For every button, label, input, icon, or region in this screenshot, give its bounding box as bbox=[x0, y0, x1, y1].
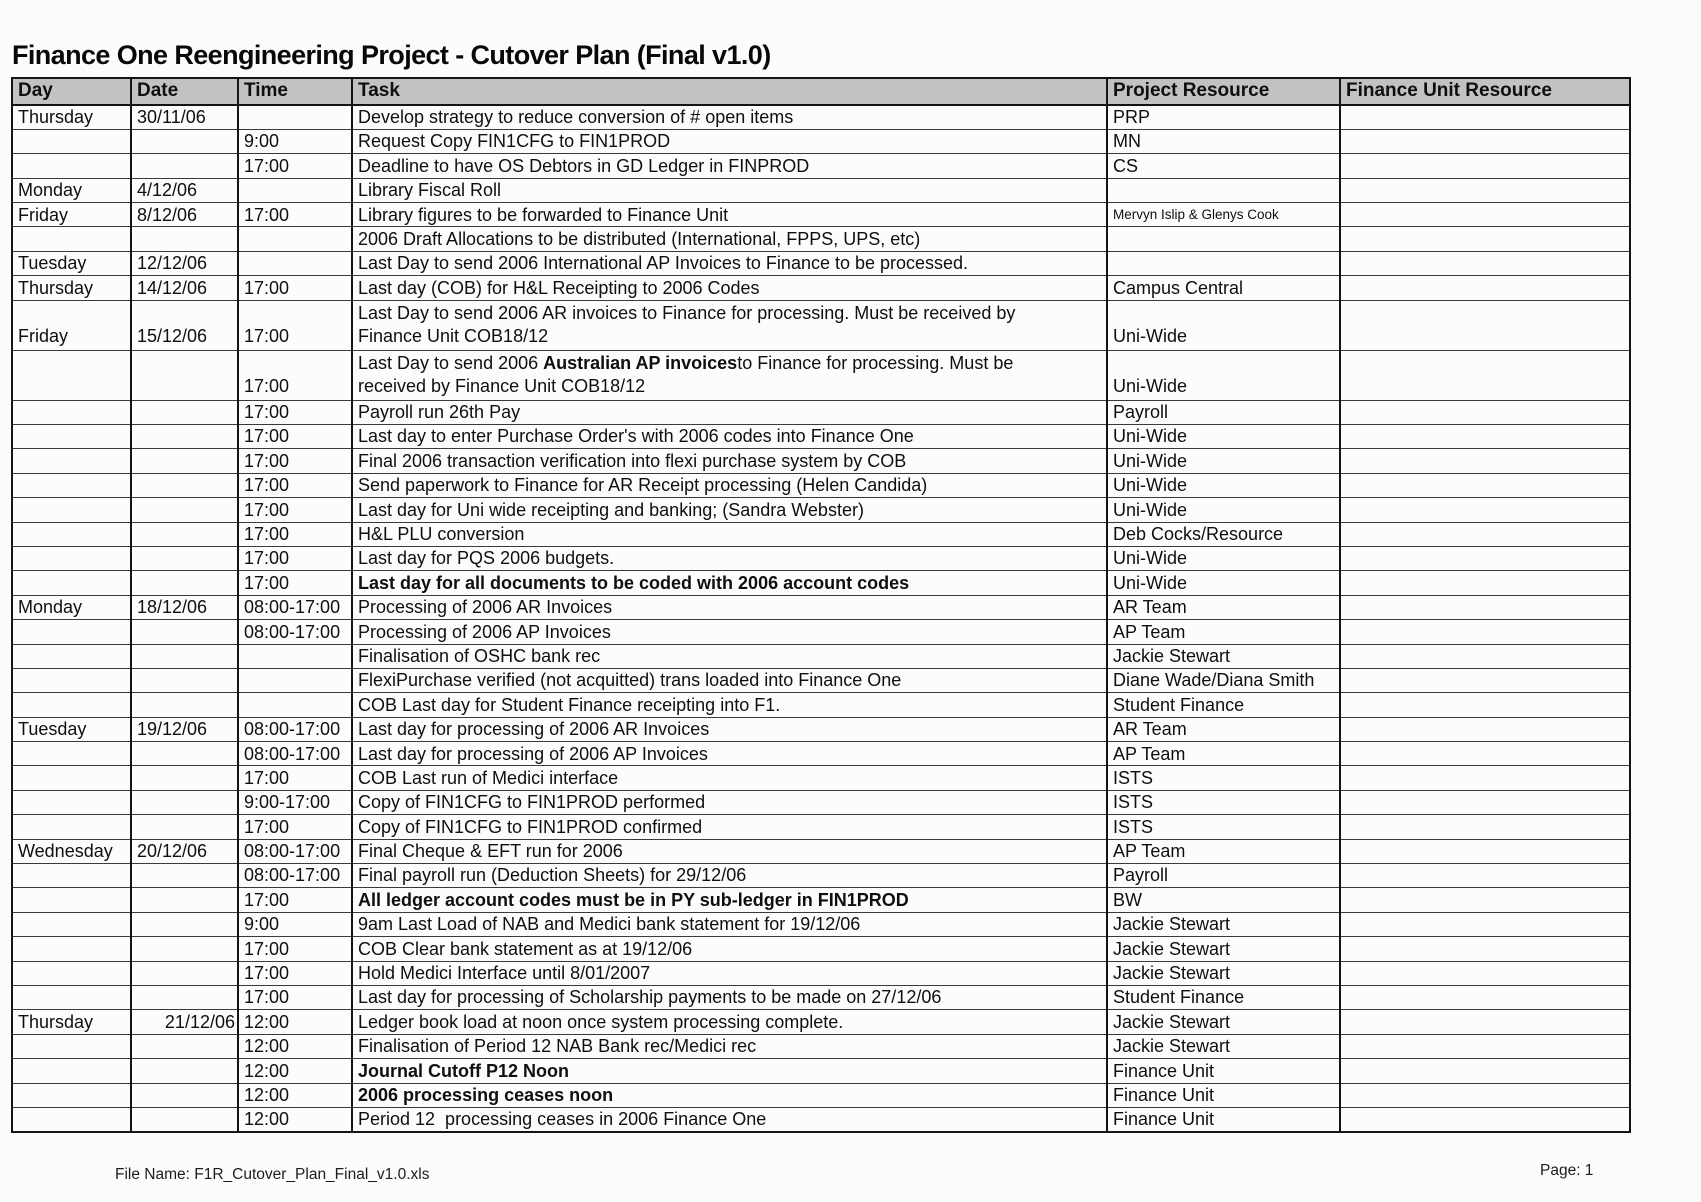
cell-finance-unit-resource bbox=[1340, 1107, 1630, 1131]
cell-task: Deadline to have OS Debtors in GD Ledger in FINPROD bbox=[352, 154, 1107, 178]
cell-finance-unit-resource bbox=[1340, 276, 1630, 300]
cell-day bbox=[12, 937, 131, 961]
table-row bbox=[12, 300, 1630, 350]
cell-time: 17:00 bbox=[238, 473, 352, 497]
table-row bbox=[12, 1010, 1630, 1034]
cell-time: 17:00 bbox=[238, 546, 352, 570]
cell-project-resource: Jackie Stewart bbox=[1107, 1010, 1340, 1034]
cell-day bbox=[12, 1059, 131, 1083]
cell-project-resource: AR Team bbox=[1107, 717, 1340, 741]
table-row bbox=[12, 717, 1630, 741]
cell-time: 17:00 bbox=[238, 961, 352, 985]
table-row bbox=[12, 620, 1630, 644]
footer-file-name: File Name: F1R_Cutover_Plan_Final_v1.0.xls bbox=[115, 1166, 430, 1183]
cell-date bbox=[131, 1107, 238, 1131]
cell-date: 20/12/06 bbox=[131, 839, 238, 863]
cell-day bbox=[12, 425, 131, 449]
cell-task: Last Day to send 2006 International AP Invoices to Finance to be processed. bbox=[352, 251, 1107, 275]
cell-time: 17:00 bbox=[238, 400, 352, 424]
table-row bbox=[12, 766, 1630, 790]
cell-task bbox=[352, 300, 1107, 350]
cell-task: Request Copy FIN1CFG to FIN1PROD bbox=[352, 129, 1107, 153]
table-row bbox=[12, 129, 1630, 153]
cell-time bbox=[238, 105, 352, 129]
cell-task: Finalisation of Period 12 NAB Bank rec/Medici rec bbox=[352, 1034, 1107, 1058]
cell-project-resource: CS bbox=[1107, 154, 1340, 178]
cell-time bbox=[238, 644, 352, 668]
cell-date bbox=[131, 1059, 238, 1083]
col-header-date: Date bbox=[131, 78, 238, 105]
cell-task: Final Cheque & EFT run for 2006 bbox=[352, 839, 1107, 863]
table-row bbox=[12, 400, 1630, 424]
cell-finance-unit-resource bbox=[1340, 105, 1630, 129]
cell-time: 17:00 bbox=[238, 766, 352, 790]
cell-finance-unit-resource bbox=[1340, 350, 1630, 400]
cell-date bbox=[131, 154, 238, 178]
cell-project-resource: Uni-Wide bbox=[1107, 546, 1340, 570]
cell-date bbox=[131, 668, 238, 692]
cell-finance-unit-resource bbox=[1340, 400, 1630, 424]
cell-finance-unit-resource bbox=[1340, 571, 1630, 595]
cell-project-resource: Finance Unit bbox=[1107, 1083, 1340, 1107]
cell-time: 17:00 bbox=[238, 449, 352, 473]
table-row bbox=[12, 276, 1630, 300]
cell-date bbox=[131, 425, 238, 449]
table-row bbox=[12, 742, 1630, 766]
cell-day bbox=[12, 571, 131, 595]
cell-date bbox=[131, 546, 238, 570]
cell-finance-unit-resource bbox=[1340, 129, 1630, 153]
cell-time: 17:00 bbox=[238, 154, 352, 178]
cell-task: FlexiPurchase verified (not acquitted) trans loaded into Finance One bbox=[352, 668, 1107, 692]
cell-finance-unit-resource bbox=[1340, 522, 1630, 546]
cell-date bbox=[131, 350, 238, 400]
cell-project-resource: Diane Wade/Diana Smith bbox=[1107, 668, 1340, 692]
cell-finance-unit-resource bbox=[1340, 620, 1630, 644]
cell-finance-unit-resource bbox=[1340, 300, 1630, 350]
cell-project-resource: Mervyn Islip & Glenys Cook bbox=[1107, 203, 1340, 227]
cell-day bbox=[12, 888, 131, 912]
cell-day bbox=[12, 766, 131, 790]
cell-date: 30/11/06 bbox=[131, 105, 238, 129]
cell-finance-unit-resource bbox=[1340, 864, 1630, 888]
table-row bbox=[12, 986, 1630, 1010]
table-row bbox=[12, 571, 1630, 595]
cell-finance-unit-resource bbox=[1340, 644, 1630, 668]
footer-page-number: Page: 1 bbox=[1540, 1162, 1594, 1179]
cell-date: 14/12/06 bbox=[131, 276, 238, 300]
cell-project-resource: AR Team bbox=[1107, 595, 1340, 619]
cell-date bbox=[131, 888, 238, 912]
cell-day bbox=[12, 912, 131, 936]
cell-day bbox=[12, 350, 131, 400]
cell-project-resource: Jackie Stewart bbox=[1107, 937, 1340, 961]
cell-task: Last day for PQS 2006 budgets. bbox=[352, 546, 1107, 570]
cell-task: Last day for processing of Scholarship payments to be made on 27/12/06 bbox=[352, 986, 1107, 1010]
cell-project-resource: Finance Unit bbox=[1107, 1059, 1340, 1083]
cell-day: Thursday bbox=[12, 105, 131, 129]
cell-day bbox=[12, 644, 131, 668]
cell-project-resource: AP Team bbox=[1107, 742, 1340, 766]
cell-date bbox=[131, 449, 238, 473]
cell-project-resource: Jackie Stewart bbox=[1107, 644, 1340, 668]
cell-finance-unit-resource bbox=[1340, 717, 1630, 741]
cell-day: Tuesday bbox=[12, 717, 131, 741]
header-row bbox=[12, 78, 1630, 105]
cell-project-resource: Uni-Wide bbox=[1107, 571, 1340, 595]
cell-time: 17:00 bbox=[238, 276, 352, 300]
cell-project-resource: Uni-Wide bbox=[1107, 425, 1340, 449]
cell-time: 17:00 bbox=[238, 888, 352, 912]
cell-finance-unit-resource bbox=[1340, 1010, 1630, 1034]
cell-project-resource bbox=[1107, 251, 1340, 275]
cell-date bbox=[131, 522, 238, 546]
table-row bbox=[12, 815, 1630, 839]
cell-time: 9:00 bbox=[238, 912, 352, 936]
cell-project-resource: Finance Unit bbox=[1107, 1107, 1340, 1131]
cell-date bbox=[131, 1083, 238, 1107]
table-row bbox=[12, 888, 1630, 912]
cell-project-resource: Jackie Stewart bbox=[1107, 961, 1340, 985]
cell-date: 4/12/06 bbox=[131, 178, 238, 202]
cell-task: Last day for Uni wide receipting and banking; (Sandra Webster) bbox=[352, 498, 1107, 522]
task-text: Finance Unit COB18/12 bbox=[358, 325, 549, 346]
table-header bbox=[12, 78, 1630, 105]
cell-day: Thursday bbox=[12, 276, 131, 300]
cell-time bbox=[238, 178, 352, 202]
col-header-day: Day bbox=[12, 78, 131, 105]
cell-finance-unit-resource bbox=[1340, 839, 1630, 863]
cell-project-resource: BW bbox=[1107, 888, 1340, 912]
cell-day bbox=[12, 129, 131, 153]
cell-time: 17:00 bbox=[238, 300, 352, 350]
cell-task: Final payroll run (Deduction Sheets) for 29/12/06 bbox=[352, 864, 1107, 888]
cell-time: 17:00 bbox=[238, 203, 352, 227]
table-row bbox=[12, 425, 1630, 449]
table-row bbox=[12, 251, 1630, 275]
table-row bbox=[12, 522, 1630, 546]
cell-date bbox=[131, 227, 238, 251]
table-row bbox=[12, 473, 1630, 497]
table-row bbox=[12, 350, 1630, 400]
cell-project-resource: Jackie Stewart bbox=[1107, 912, 1340, 936]
cell-project-resource: Student Finance bbox=[1107, 986, 1340, 1010]
cell-task: Send paperwork to Finance for AR Receipt processing (Helen Candida) bbox=[352, 473, 1107, 497]
cell-project-resource: Uni-Wide bbox=[1107, 300, 1340, 350]
cell-task: Copy of FIN1CFG to FIN1PROD confirmed bbox=[352, 815, 1107, 839]
cell-finance-unit-resource bbox=[1340, 449, 1630, 473]
cell-task: 2006 Draft Allocations to be distributed (International, FPPS, UPS, etc) bbox=[352, 227, 1107, 251]
table-row bbox=[12, 595, 1630, 619]
cell-project-resource bbox=[1107, 178, 1340, 202]
cell-date: 21/12/06 bbox=[131, 1010, 238, 1034]
cell-task: Journal Cutoff P12 Noon bbox=[352, 1059, 1107, 1083]
cell-finance-unit-resource bbox=[1340, 546, 1630, 570]
table-row bbox=[12, 546, 1630, 570]
table-row bbox=[12, 912, 1630, 936]
cell-finance-unit-resource bbox=[1340, 1059, 1630, 1083]
cell-task: Ledger book load at noon once system processing complete. bbox=[352, 1010, 1107, 1034]
cell-task: Last day (COB) for H&L Receipting to 2006 Codes bbox=[352, 276, 1107, 300]
table-row bbox=[12, 1083, 1630, 1107]
cell-task: Library Fiscal Roll bbox=[352, 178, 1107, 202]
cell-time: 08:00-17:00 bbox=[238, 595, 352, 619]
cell-date bbox=[131, 400, 238, 424]
cell-finance-unit-resource bbox=[1340, 595, 1630, 619]
cell-day bbox=[12, 154, 131, 178]
cell-day bbox=[12, 400, 131, 424]
table-body bbox=[12, 105, 1630, 1132]
cell-finance-unit-resource bbox=[1340, 1083, 1630, 1107]
table-row bbox=[12, 1107, 1630, 1131]
cutover-plan-table bbox=[11, 77, 1631, 1133]
col-header-time: Time bbox=[238, 78, 352, 105]
task-text: received by Finance Unit COB18/12 bbox=[358, 375, 646, 396]
cell-finance-unit-resource bbox=[1340, 986, 1630, 1010]
cell-time: 17:00 bbox=[238, 350, 352, 400]
cell-project-resource: Deb Cocks/Resource bbox=[1107, 522, 1340, 546]
table-row bbox=[12, 864, 1630, 888]
cell-project-resource: ISTS bbox=[1107, 815, 1340, 839]
cell-task: Processing of 2006 AR Invoices bbox=[352, 595, 1107, 619]
cell-date bbox=[131, 815, 238, 839]
cell-time: 17:00 bbox=[238, 571, 352, 595]
cell-day bbox=[12, 522, 131, 546]
cell-time bbox=[238, 227, 352, 251]
cell-day bbox=[12, 449, 131, 473]
cell-finance-unit-resource bbox=[1340, 912, 1630, 936]
cell-task: COB Last run of Medici interface bbox=[352, 766, 1107, 790]
cell-project-resource: Uni-Wide bbox=[1107, 498, 1340, 522]
cell-day: Monday bbox=[12, 595, 131, 619]
cell-finance-unit-resource bbox=[1340, 888, 1630, 912]
cell-date bbox=[131, 937, 238, 961]
cell-time: 12:00 bbox=[238, 1059, 352, 1083]
cell-finance-unit-resource bbox=[1340, 790, 1630, 814]
cell-day bbox=[12, 668, 131, 692]
cell-finance-unit-resource bbox=[1340, 178, 1630, 202]
cell-date: 19/12/06 bbox=[131, 717, 238, 741]
cell-project-resource: Payroll bbox=[1107, 864, 1340, 888]
cell-project-resource: Student Finance bbox=[1107, 693, 1340, 717]
cell-finance-unit-resource bbox=[1340, 668, 1630, 692]
cell-finance-unit-resource bbox=[1340, 227, 1630, 251]
table-row bbox=[12, 644, 1630, 668]
cell-finance-unit-resource bbox=[1340, 815, 1630, 839]
task-text: Australian AP invoices bbox=[543, 352, 738, 373]
cell-time: 17:00 bbox=[238, 815, 352, 839]
cell-date bbox=[131, 766, 238, 790]
cell-date bbox=[131, 129, 238, 153]
cell-finance-unit-resource bbox=[1340, 473, 1630, 497]
cell-date bbox=[131, 864, 238, 888]
table-row bbox=[12, 449, 1630, 473]
cell-day: Thursday bbox=[12, 1010, 131, 1034]
cell-finance-unit-resource bbox=[1340, 498, 1630, 522]
cell-day bbox=[12, 790, 131, 814]
cell-date bbox=[131, 473, 238, 497]
table-row bbox=[12, 693, 1630, 717]
cell-time: 08:00-17:00 bbox=[238, 864, 352, 888]
cell-task: Last day for all documents to be coded with 2006 account codes bbox=[352, 571, 1107, 595]
cell-finance-unit-resource bbox=[1340, 742, 1630, 766]
cell-day bbox=[12, 742, 131, 766]
cell-day bbox=[12, 961, 131, 985]
cell-project-resource: ISTS bbox=[1107, 790, 1340, 814]
cell-day bbox=[12, 1083, 131, 1107]
cell-project-resource: Jackie Stewart bbox=[1107, 1034, 1340, 1058]
cell-task: Last day for processing of 2006 AR Invoices bbox=[352, 717, 1107, 741]
cell-time: 12:00 bbox=[238, 1107, 352, 1131]
cell-task: Hold Medici Interface until 8/01/2007 bbox=[352, 961, 1107, 985]
table-row bbox=[12, 937, 1630, 961]
cell-project-resource: ISTS bbox=[1107, 766, 1340, 790]
cell-task: COB Last day for Student Finance receipting into F1. bbox=[352, 693, 1107, 717]
cell-day bbox=[12, 620, 131, 644]
cell-time: 17:00 bbox=[238, 425, 352, 449]
cell-project-resource bbox=[1107, 227, 1340, 251]
cell-finance-unit-resource bbox=[1340, 203, 1630, 227]
cell-day bbox=[12, 1107, 131, 1131]
table-row bbox=[12, 203, 1630, 227]
cell-day bbox=[12, 227, 131, 251]
cell-finance-unit-resource bbox=[1340, 766, 1630, 790]
cell-date bbox=[131, 620, 238, 644]
cell-task bbox=[352, 350, 1107, 400]
table-row bbox=[12, 154, 1630, 178]
cell-task: Payroll run 26th Pay bbox=[352, 400, 1107, 424]
cell-project-resource: MN bbox=[1107, 129, 1340, 153]
cell-day bbox=[12, 693, 131, 717]
cell-project-resource: AP Team bbox=[1107, 839, 1340, 863]
cell-time bbox=[238, 693, 352, 717]
cell-project-resource: Uni-Wide bbox=[1107, 350, 1340, 400]
cell-task: All ledger account codes must be in PY sub-ledger in FIN1PROD bbox=[352, 888, 1107, 912]
cell-day bbox=[12, 864, 131, 888]
task-text: to Finance for processing. Must be bbox=[737, 352, 1014, 373]
cell-task: Period 12 processing ceases in 2006 Finance One bbox=[352, 1107, 1107, 1131]
col-header-task: Task bbox=[352, 78, 1107, 105]
table-row bbox=[12, 105, 1630, 129]
cell-day bbox=[12, 498, 131, 522]
col-header-project-resource: Project Resource bbox=[1107, 78, 1340, 105]
cell-day bbox=[12, 473, 131, 497]
cell-finance-unit-resource bbox=[1340, 1034, 1630, 1058]
cell-project-resource: Campus Central bbox=[1107, 276, 1340, 300]
table-row bbox=[12, 839, 1630, 863]
cell-task: Copy of FIN1CFG to FIN1PROD performed bbox=[352, 790, 1107, 814]
cell-task: Library figures to be forwarded to Finance Unit bbox=[352, 203, 1107, 227]
cell-task: 2006 processing ceases noon bbox=[352, 1083, 1107, 1107]
cell-date: 18/12/06 bbox=[131, 595, 238, 619]
cell-task: Processing of 2006 AP Invoices bbox=[352, 620, 1107, 644]
table-row bbox=[12, 1034, 1630, 1058]
cell-time: 08:00-17:00 bbox=[238, 717, 352, 741]
cell-time: 08:00-17:00 bbox=[238, 742, 352, 766]
table-row bbox=[12, 498, 1630, 522]
cell-project-resource: Uni-Wide bbox=[1107, 473, 1340, 497]
cell-date bbox=[131, 693, 238, 717]
cell-finance-unit-resource bbox=[1340, 693, 1630, 717]
cell-task: 9am Last Load of NAB and Medici bank statement for 19/12/06 bbox=[352, 912, 1107, 936]
cell-task: Finalisation of OSHC bank rec bbox=[352, 644, 1107, 668]
cell-time: 17:00 bbox=[238, 522, 352, 546]
page-title: Finance One Reengineering Project - Cutover Plan (Final v1.0) bbox=[12, 40, 771, 70]
cell-finance-unit-resource bbox=[1340, 937, 1630, 961]
cell-day: Wednesday bbox=[12, 839, 131, 863]
cell-time: 17:00 bbox=[238, 498, 352, 522]
cell-project-resource: AP Team bbox=[1107, 620, 1340, 644]
cell-time bbox=[238, 251, 352, 275]
cell-time bbox=[238, 668, 352, 692]
cell-time: 12:00 bbox=[238, 1034, 352, 1058]
cell-day bbox=[12, 815, 131, 839]
task-text: Last Day to send 2006 AR invoices to Finance for processing. Must be received by bbox=[358, 302, 1016, 323]
cell-time: 12:00 bbox=[238, 1083, 352, 1107]
table-row bbox=[12, 178, 1630, 202]
table-row bbox=[12, 961, 1630, 985]
cell-date bbox=[131, 644, 238, 668]
cell-date bbox=[131, 986, 238, 1010]
cell-day: Monday bbox=[12, 178, 131, 202]
cell-date bbox=[131, 1034, 238, 1058]
cell-task: COB Clear bank statement as at 19/12/06 bbox=[352, 937, 1107, 961]
cell-time: 12:00 bbox=[238, 1010, 352, 1034]
cell-date bbox=[131, 790, 238, 814]
cell-date: 12/12/06 bbox=[131, 251, 238, 275]
cell-time: 17:00 bbox=[238, 937, 352, 961]
task-text: Last Day to send 2006 bbox=[358, 352, 544, 373]
cell-date bbox=[131, 742, 238, 766]
cell-task: Last day to enter Purchase Order's with 2006 codes into Finance One bbox=[352, 425, 1107, 449]
cell-time: 9:00 bbox=[238, 129, 352, 153]
cell-date: 8/12/06 bbox=[131, 203, 238, 227]
cell-day: Tuesday bbox=[12, 251, 131, 275]
cell-date: 15/12/06 bbox=[131, 300, 238, 350]
table-row bbox=[12, 227, 1630, 251]
cell-task: Final 2006 transaction verification into flexi purchase system by COB bbox=[352, 449, 1107, 473]
col-header-finance-unit-resource: Finance Unit Resource bbox=[1340, 78, 1630, 105]
cell-finance-unit-resource bbox=[1340, 154, 1630, 178]
cell-task: Last day for processing of 2006 AP Invoices bbox=[352, 742, 1107, 766]
table-row bbox=[12, 668, 1630, 692]
cell-date bbox=[131, 961, 238, 985]
table-row bbox=[12, 790, 1630, 814]
cell-date bbox=[131, 498, 238, 522]
cell-project-resource: PRP bbox=[1107, 105, 1340, 129]
cell-task: H&L PLU conversion bbox=[352, 522, 1107, 546]
cell-time: 08:00-17:00 bbox=[238, 839, 352, 863]
cell-project-resource: Uni-Wide bbox=[1107, 449, 1340, 473]
cell-finance-unit-resource bbox=[1340, 251, 1630, 275]
cell-finance-unit-resource bbox=[1340, 961, 1630, 985]
cell-date bbox=[131, 571, 238, 595]
cell-day: Friday bbox=[12, 203, 131, 227]
cell-day bbox=[12, 986, 131, 1010]
cell-finance-unit-resource bbox=[1340, 425, 1630, 449]
cell-day bbox=[12, 546, 131, 570]
cell-time: 08:00-17:00 bbox=[238, 620, 352, 644]
cell-day bbox=[12, 1034, 131, 1058]
cell-day: Friday bbox=[12, 300, 131, 350]
table-row bbox=[12, 1059, 1630, 1083]
cell-time: 17:00 bbox=[238, 986, 352, 1010]
cell-date bbox=[131, 912, 238, 936]
cell-time: 9:00-17:00 bbox=[238, 790, 352, 814]
cell-project-resource: Payroll bbox=[1107, 400, 1340, 424]
cell-task: Develop strategy to reduce conversion of # open items bbox=[352, 105, 1107, 129]
